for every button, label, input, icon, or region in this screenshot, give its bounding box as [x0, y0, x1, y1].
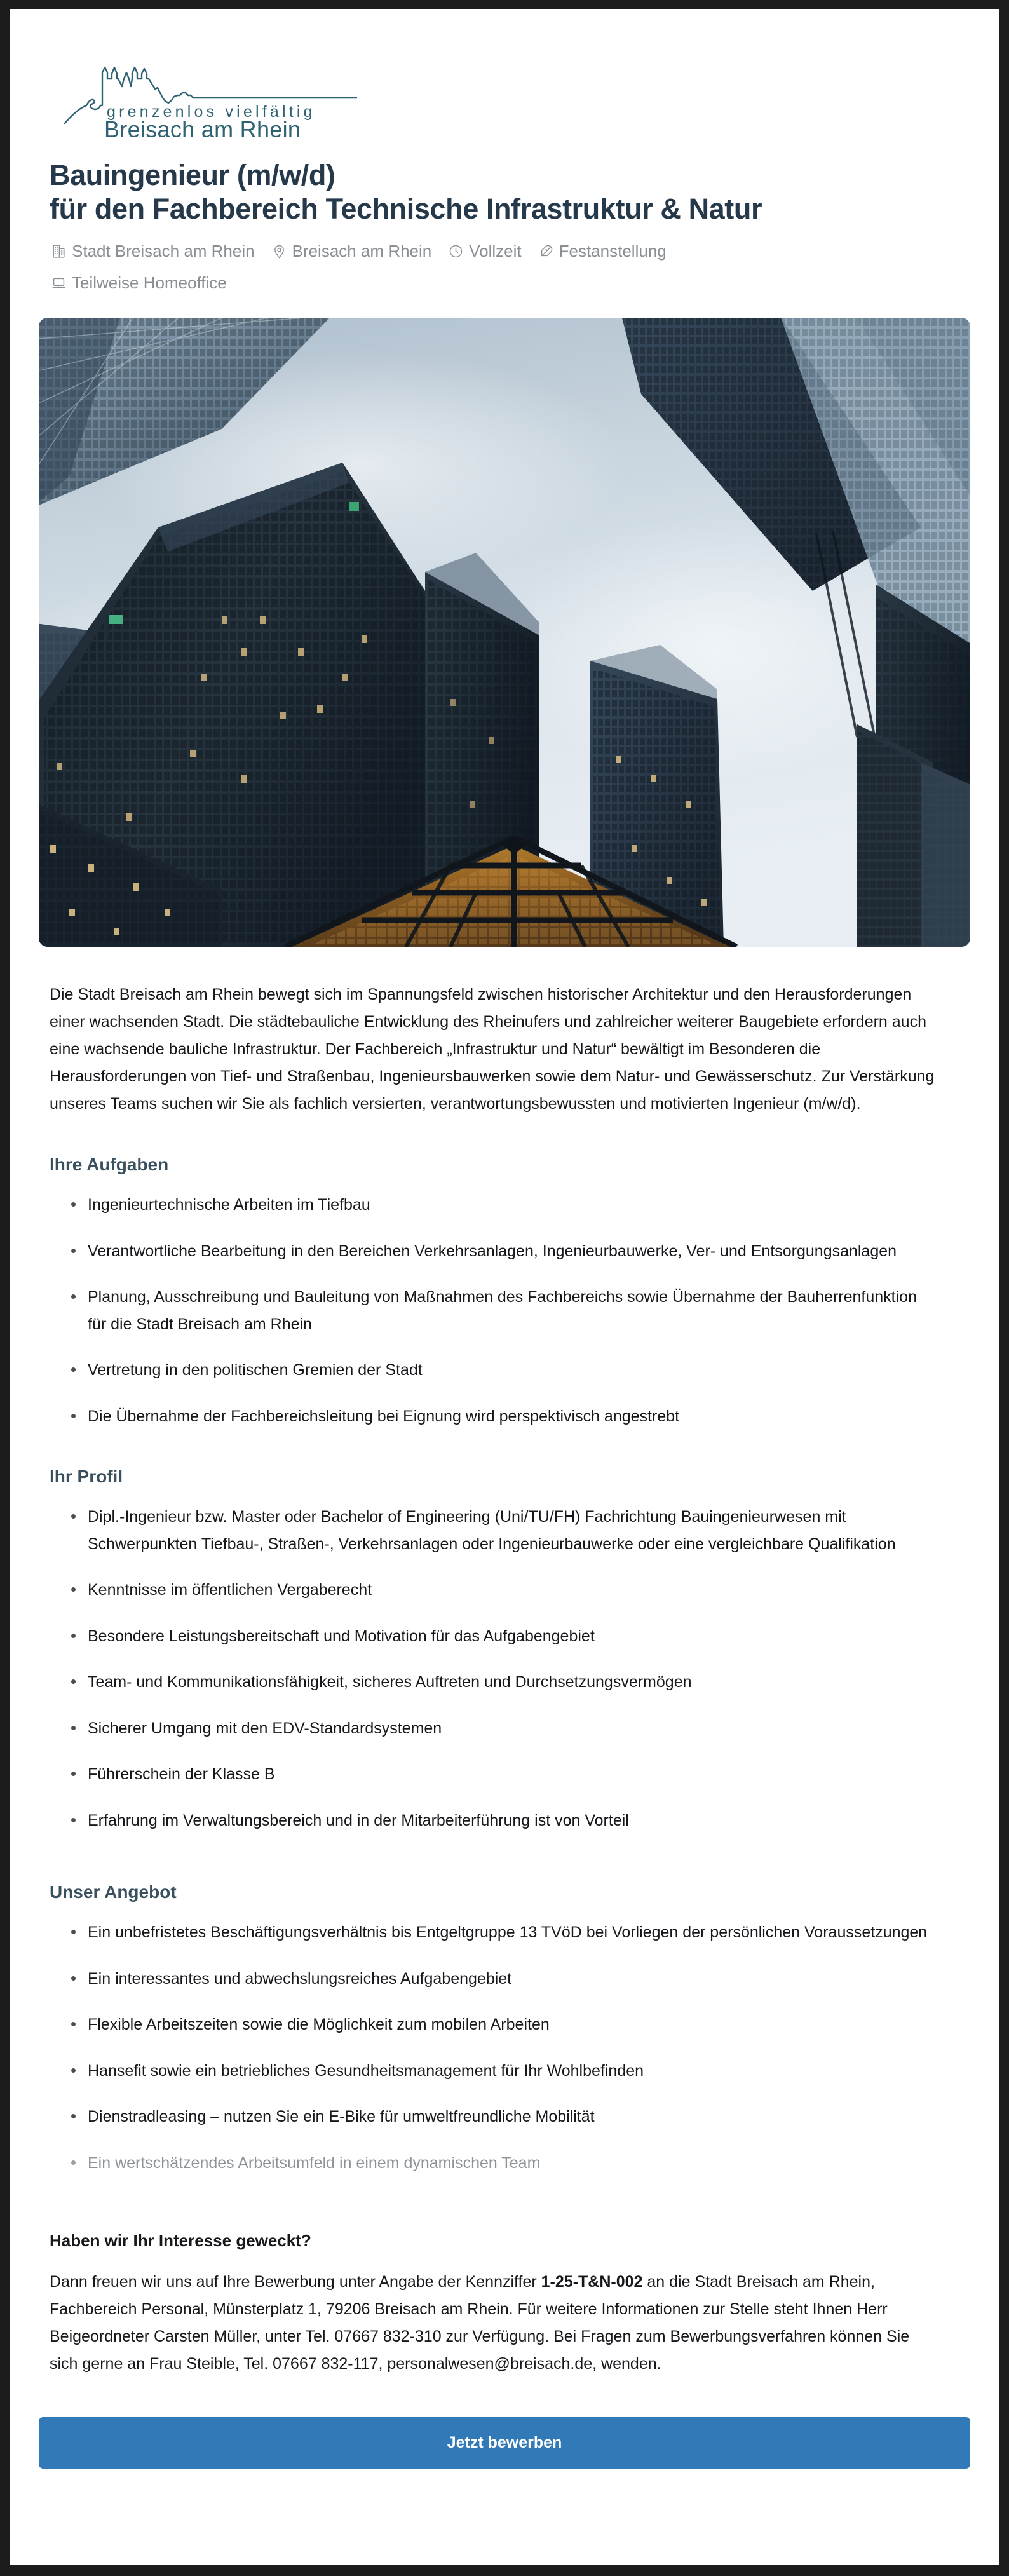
skyline-illustration: [39, 318, 970, 947]
list-item: Verantwortliche Bearbeitung in den Bereichen Verkehrsanlagen, Ingenieurbauwerke, Ver- und Entsorgungsanlagen: [71, 1238, 939, 1265]
cta-container: [10, 2378, 999, 2469]
page-title: [10, 137, 999, 226]
meta-item-worktime: [448, 236, 521, 267]
list-item: Führerschein der Klasse B: [71, 1761, 939, 1788]
list-item: Dipl.-Ingenieur bzw. Master oder Bachelor of Engineering (Uni/TU/FH) Fachrichtung Bauingenieurwesen mit Schwerpunkten Tiefbau-, Straßen-, Verkehrsanlagen oder Ingenieurbauwerke oder eine vergleichbare Qualifikation: [71, 1503, 939, 1557]
hero-image-skyscrapers: [39, 318, 970, 947]
list-item: Ein wertschätzendes Arbeitsumfeld in einem dynamischen Team: [71, 2150, 939, 2177]
meta-label-contract: Festanstellung: [559, 241, 667, 261]
aufgaben-list: [50, 1191, 939, 1430]
list-item: Kenntnisse im öffentlichen Vergaberecht: [71, 1576, 939, 1604]
profil-list: [50, 1503, 939, 1834]
intro-paragraph: Die Stadt Breisach am Rhein bewegt sich im Spannungsfeld zwischen historischer Architektur und den Herausforderungen einer wachsenden Stadt. Die städtebauliche Entwicklung des Rheinufers und zahlreicher weiterer Baugebiete erfordern auch eine wachsende bauliche Infrastruktur. Der Fachbereich „Infrastruktur und Natur“ bewältigt im Besonderen die Herausforderungen von Tief- und Straßenbau, Ingenieursbauwerken sowie dem Natur- und Gewässerschutz. Zur Verstärkung unseres Teams suchen wir Sie als fachlich versierten, verantwortungsbewussten und motivierten Ingenieur (m/w/d).: [50, 986, 935, 1113]
list-item: Flexible Arbeitszeiten sowie die Möglichkeit zum mobilen Arbeiten: [71, 2011, 939, 2038]
section-heading-angebot: Unser Angebot: [50, 1882, 177, 1902]
list-item: Team- und Kommunikationsfähigkeit, sicheres Auftreten und Durchsetzungsvermögen: [71, 1669, 939, 1696]
closing-heading: Haben wir Ihr Interesse geweckt?: [50, 2231, 311, 2251]
closing-text-before: Dann freuen wir uns auf Ihre Bewerbung unter Angabe der Kennziffer: [50, 2273, 541, 2291]
meta-label-homeoffice: Teilweise Homeoffice: [72, 273, 227, 292]
meta-item-employer: [51, 236, 255, 267]
job-posting-card: [10, 9, 999, 2565]
angebot-list: [50, 1919, 939, 2176]
clock-icon: [448, 243, 464, 259]
list-item: Ingenieurtechnische Arbeiten im Tiefbau: [71, 1191, 939, 1219]
list-item: Ein interessantes und abwechslungsreiches Aufgabengebiet: [71, 1965, 939, 1993]
list-item: Die Übernahme der Fachbereichsleitung bei Eignung wird perspektivisch angestrebt: [71, 1403, 939, 1430]
list-item: Besondere Leistungsbereitschaft und Motivation für das Aufgabengebiet: [71, 1623, 939, 1650]
closing-paragraph: [50, 2268, 939, 2378]
meta-label-employer: Stadt Breisach am Rhein: [72, 241, 255, 261]
kennziffer-value: 1-25-T&N-002: [541, 2273, 643, 2291]
laptop-icon: [51, 275, 67, 291]
meta-item-homeoffice: [51, 268, 227, 299]
job-meta-row: [10, 226, 811, 299]
apply-button[interactable]: Jetzt bewerben: [39, 2417, 970, 2469]
list-item: Erfahrung im Verwaltungsbereich und in der Mitarbeiterführung ist von Vorteil: [71, 1807, 939, 1834]
building-icon: [51, 243, 67, 259]
list-item: Vertretung in den politischen Gremien der Stadt: [71, 1357, 939, 1384]
hero-image-container: [10, 299, 999, 947]
map-pin-icon: [271, 243, 287, 259]
list-item: Ein unbefristetes Beschäftigungsverhältnis bis Entgeltgruppe 13 TVöD bei Vorliegen der persönlichen Voraussetzungen: [71, 1919, 939, 1946]
job-title-line-1: Bauingenieur (m/w/d): [50, 159, 335, 191]
meta-label-worktime: Vollzeit: [469, 241, 522, 261]
list-item: Planung, Ausschreibung und Bauleitung von Maßnahmen des Fachbereichs sowie Übernahme der Bauherrenfunktion für die Stadt Breisach am Rhein: [71, 1284, 939, 1338]
logo-tagline: grenzenlos vielfältig: [107, 103, 316, 121]
section-heading-profil: Ihr Profil: [50, 1467, 123, 1487]
list-item: Dienstradleasing – nutzen Sie ein E-Bike für umweltfreundliche Mobilität: [71, 2103, 939, 2131]
job-title-heading: [50, 159, 954, 226]
list-item: Hansefit sowie ein betriebliches Gesundheitsmanagement für Ihr Wohlbefinden: [71, 2057, 939, 2085]
meta-item-contract: [538, 236, 667, 267]
breisach-skyline-icon: [52, 42, 357, 137]
logo-city-name: Breisach am Rhein: [104, 116, 301, 137]
city-logo: [10, 9, 999, 137]
meta-item-location: [271, 236, 432, 267]
job-description-content: [10, 947, 999, 2378]
list-item: Sicherer Umgang mit den EDV-Standardsystemen: [71, 1715, 939, 1742]
job-title-line-2: für den Fachbereich Technische Infrastruktur & Natur: [50, 192, 762, 225]
feather-icon: [538, 243, 554, 259]
meta-label-location: Breisach am Rhein: [292, 241, 432, 261]
closing-text-after: an die Stadt Breisach am Rhein, Fachbereich Personal, Münsterplatz 1, 79206 Breisach am Rhein. Für weitere Informationen zur Stelle steht Ihnen Herr Beigeordneter Carsten Müller, unter Tel. 07667 832-310 zur Verfügung. Bei Fragen zum Bewerbungsverfahren können Sie sich gerne an Frau Steible, Tel. 07667 832-117, personalwesen@breisach.de, wenden.: [50, 2273, 910, 2373]
section-heading-aufgaben: Ihre Aufgaben: [50, 1155, 169, 1175]
